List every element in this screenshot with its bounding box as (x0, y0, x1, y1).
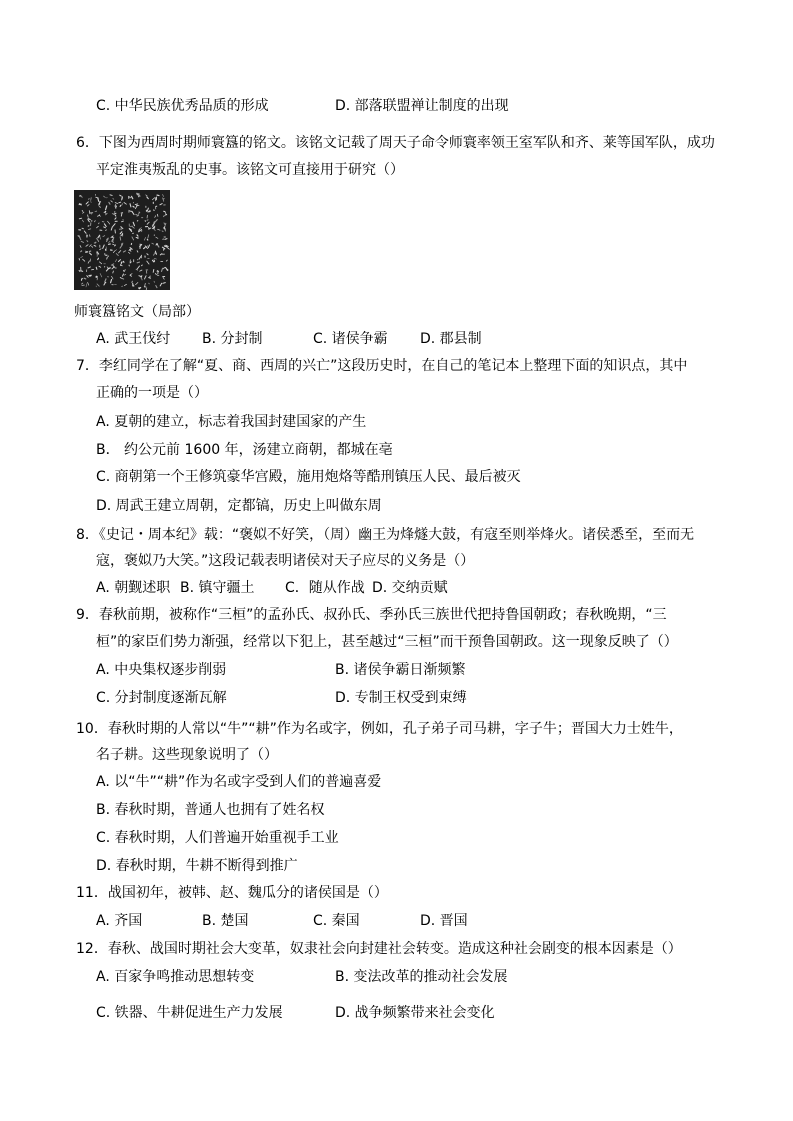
q8-stem-line2: 寇，褒姒乃大笑。”这段记载表明诸侯对天子应尽的义务是（） (96, 553, 475, 569)
q9-stem-line1: 9．春秋前期，被称作“三桓”的孟孙氏、叔孙氏、季孙氏三族世代把持鲁国朝政；春秋晚期，“三 (76, 607, 667, 623)
q10-stem-line2: 名子耕。这些现象说明了（） (96, 747, 278, 763)
q7-option-d: D. 周武王建立周朝，定都镐，历史上叫做东周 (96, 498, 382, 514)
q12-option-a: A. 百家争鸣推动思想转变 (96, 969, 255, 985)
q6-option-d: D. 郡县制 (420, 331, 482, 347)
q10-option-d: D. 春秋时期，牛耕不断得到推广 (96, 858, 298, 874)
q6-option-b: B. 分封制 (202, 331, 263, 347)
q8-option-c: C．随从作战 (285, 580, 365, 596)
q8-option-b: B. 镇守疆土 (180, 580, 255, 596)
q9-option-d: D. 专制王权受到束缚 (335, 690, 467, 706)
q6-option-a: A. 武王伐纣 (96, 331, 171, 347)
q7-stem-line1: 7．李红同学在了解“夏、商、西周的兴亡”这段历史时，在自己的笔记本上整理下面的知识点，其中 (76, 358, 688, 374)
q5-option-c: C. 中华民族优秀品质的形成 (96, 98, 269, 114)
q6-stem-line2: 平定淮夷叛乱的史事。该铭文可直接用于研究（） (96, 162, 404, 178)
q9-option-c: C. 分封制度逐渐瓦解 (96, 690, 227, 706)
q12-option-b: B. 变法改革的推动社会发展 (335, 969, 508, 985)
q8-stem-line1: 8．《史记・周本纪》载：“褒姒不好笑，（周）幽王为烽燧大鼓，有寇至则举烽火。诸侯悉至，至而无 (76, 527, 695, 543)
q8-option-d: D. 交纳贡赋 (372, 580, 448, 596)
q11-option-a: A. 齐国 (96, 913, 143, 929)
q11-option-d: D. 晋国 (420, 913, 468, 929)
q6-option-c: C. 诸侯争霸 (313, 331, 388, 347)
q10-option-c: C. 春秋时期，人们普遍开始重视手工业 (96, 830, 339, 846)
q9-option-a: A. 中央集权逐步削弱 (96, 662, 227, 678)
q7-option-b: B． 约公元前 1600 年，汤建立商朝，都城在亳 (96, 442, 393, 458)
image-caption: 师寰簋铭文（局部） (74, 304, 200, 320)
q12-option-d: D. 战争频繁带来社会变化 (335, 1005, 495, 1021)
q5-option-d: D. 部落联盟禅让制度的出现 (335, 98, 509, 114)
q11-option-b: B. 楚国 (202, 913, 249, 929)
q9-option-b: B. 诸侯争霸日渐频繁 (335, 662, 466, 678)
q12-stem-line1: 12．春秋、战国时期社会大变革，奴隶社会向封建社会转变。造成这种社会剧变的根本因素是（） (76, 941, 682, 957)
q11-option-c: C. 秦国 (313, 913, 360, 929)
inscription-image (74, 190, 170, 290)
q8-option-a: A. 朝觐述职 (96, 580, 171, 596)
q10-stem-line1: 10．春秋时期的人常以“牛”“耕”作为名或字，例如，孔子弟子司马耕，字子牛；晋国大力士姓牛， (76, 721, 683, 737)
q10-option-a: A. 以“牛”“耕”作为名或字受到人们的普遍喜爱 (96, 774, 382, 790)
q9-stem-line2: 桓”的家臣们势力渐强，经常以下犯上，甚至越过“三桓”而干预鲁国朝政。这一现象反映了（） (96, 634, 678, 650)
q7-option-a: A. 夏朝的建立，标志着我国封建国家的产生 (96, 414, 367, 430)
q7-option-c: C. 商朝第一个王修筑豪华宫殿，施用炮烙等酷刑镇压人民、最后被灭 (96, 469, 521, 485)
q12-option-c: C. 铁器、牛耕促进生产力发展 (96, 1005, 283, 1021)
q10-option-b: B. 春秋时期，普通人也拥有了姓名权 (96, 802, 325, 818)
q11-stem-line1: 11．战国初年，被韩、赵、魏瓜分的诸侯国是（） (76, 885, 388, 901)
q7-stem-line2: 正确的一项是（） (96, 385, 208, 401)
q6-stem-line1: 6．下图为西周时期师寰簋的铭文。该铭文记载了周天子命令师寰率领王室军队和齐、莱等国军队，成功 (76, 135, 715, 151)
